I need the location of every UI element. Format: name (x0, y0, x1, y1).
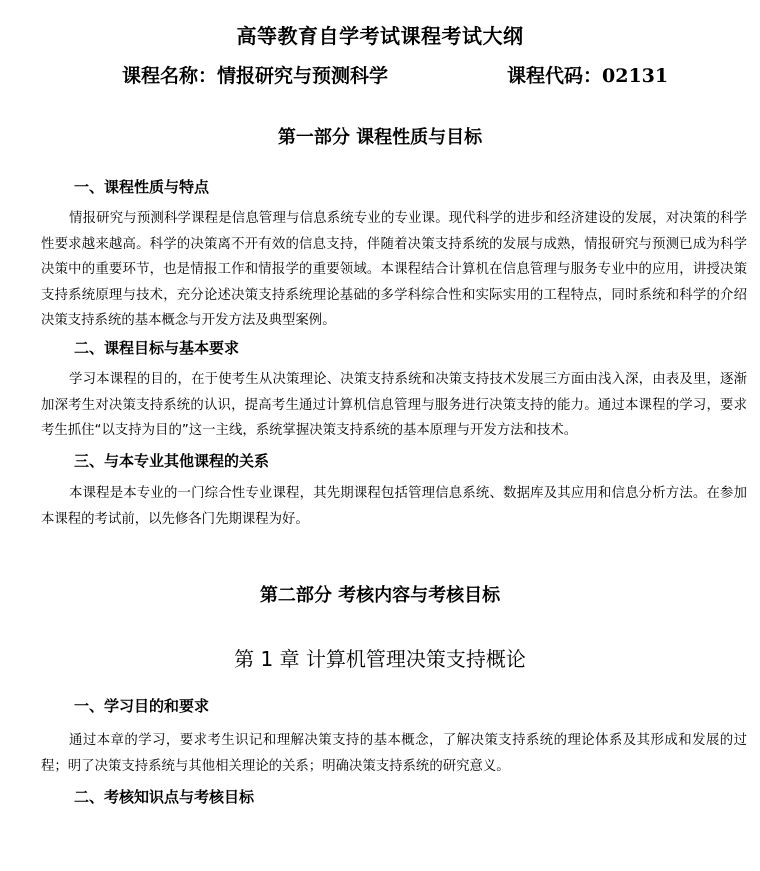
section-heading: 二、考核知识点与考核目标 (74, 788, 255, 806)
course-info (122, 61, 682, 88)
section-heading: 一、课程性质与特点 (74, 178, 210, 196)
paragraph: 通过本章的学习，要求考生识记和理解决策支持的基本概念，了解决策支持系统的理论体系及其形成和发展的过程；明了决策支持系统与其他相关理论的关系；明确决策支持系统的研究意义。 (41, 733, 747, 774)
paragraph: 本课程是本专业的一门综合性专业课程，其先期课程包括管理信息系统、数据库及其应用和信息分析方法。在参加本课程的考试前，以先修各门先期课程为好。 (41, 486, 747, 527)
paragraph: 情报研究与预测科学课程是信息管理与信息系统专业的专业课。现代科学的进步和经济建设的发展，对决策的科学性要求越来越高。科学的决策离不开有效的信息支持，伴随着决策支持系统的发展与成熟，情报研究与预测已成为科学决策中的重要环节，也是情报工作和情报学的重要领域。本课程结合计算机在信息管理与服务专业中的应用，讲授决策支持系统原理与技术，充分论述决策支持系统理论基础的多学科综合性和实际实用的工程特点，同时系统和科学的介绍决策支持系统的基本概念与开发方法及典型案例。 (41, 211, 747, 328)
section-heading: 二、课程目标与基本要求 (74, 339, 240, 357)
chapter-heading: 第 1 章 计算机管理决策支持概论 (234, 647, 526, 671)
course-code: 课程代码：02131 (507, 65, 669, 87)
paragraph: 学习本课程的目的，在于使考生从决策理论、决策支持系统和决策支持技术发展三方面由浅入深，由表及里，逐渐加深考生对决策支持系统的认识，提高考生通过计算机信息管理与服务进行决策支持的能力。通过本课程的学习，要求考生抓住“以支持为目的”这一主线，系统掌握决策支持系统的基本原理与开发方法和技术。 (41, 372, 747, 438)
part-two-heading: 第二部分 考核内容与考核目标 (259, 585, 501, 606)
part-one-heading: 第一部分 课程性质与目标 (277, 127, 483, 148)
document-title: 高等教育自学考试课程考试大纲 (236, 24, 524, 48)
section-heading: 一、学习目的和要求 (74, 697, 210, 715)
section-heading: 三、与本专业其他课程的关系 (74, 452, 270, 470)
course-name: 课程名称：情报研究与预测科学 (122, 65, 389, 87)
